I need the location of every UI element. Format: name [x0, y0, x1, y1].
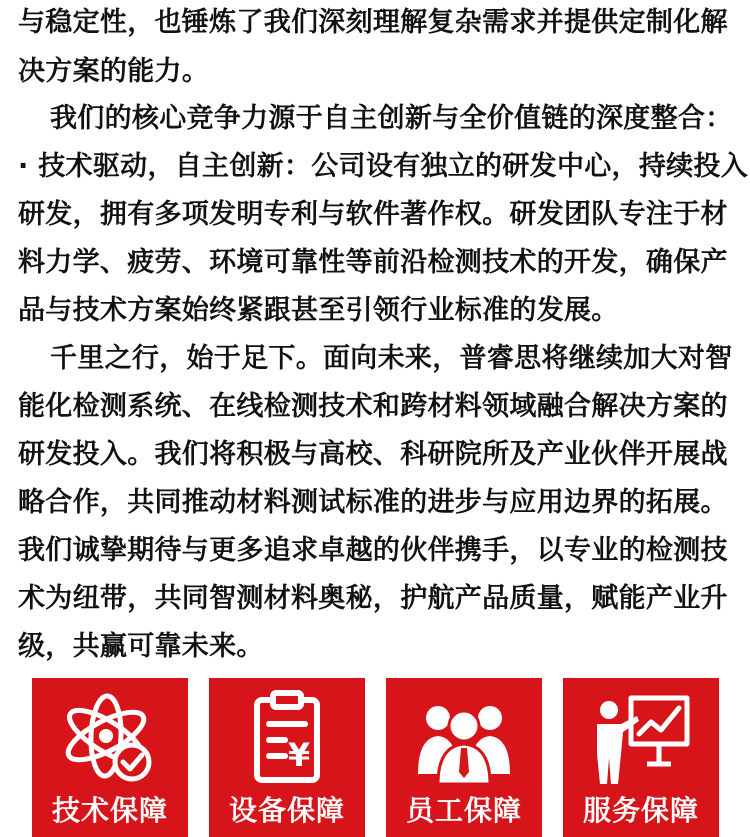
team-people-icon: [414, 688, 514, 788]
text-line: 术为纽带，共同智测材料奥秘，护航产品质量，赋能产业升: [18, 583, 728, 614]
guarantee-cards: [0, 678, 750, 837]
paragraph-line: 千里之行，始于足下。面向未来，普睿思将继续加大对智: [50, 343, 733, 374]
card-equipment-guarantee[interactable]: [209, 678, 365, 837]
svg-text:¥: ¥: [287, 736, 311, 774]
text-line: 料力学、疲劳、环境可靠性等前沿检测技术的开发，确保产: [18, 247, 728, 278]
text-line: 级，共赢可靠未来。: [18, 631, 264, 662]
atom-check-icon: [60, 688, 160, 788]
text-line: 研发投入。我们将积极与高校、科研院所及产业伙伴开展战: [18, 439, 728, 470]
document-yen-icon: [237, 688, 337, 788]
card-label: 设备保障: [228, 794, 345, 827]
card-label: 技术保障: [51, 794, 168, 827]
card-service-guarantee[interactable]: [563, 678, 719, 837]
text-line: 我们诚挚期待与更多追求卓越的伙伴携手，以专业的检测技: [18, 535, 728, 566]
text-line: 研发，拥有多项发明专利与软件著作权。研发团队专注于材: [18, 199, 728, 230]
text-line: 能化检测系统、在线检测技术和跨材料领域融合解决方案的: [18, 391, 728, 422]
card-label: 服务保障: [582, 794, 699, 827]
card-label: 员工保障: [405, 794, 522, 827]
card-tech-guarantee[interactable]: [32, 678, 188, 837]
bullet-line: · 技术驱动，自主创新：公司设有独立的研发中心，持续投入: [18, 151, 749, 182]
text-line: 品与技术方案始终紧跟甚至引领行业标准的发展。: [18, 295, 619, 326]
text-line: 决方案的能力。: [18, 56, 210, 87]
presenter-chart-icon: [591, 688, 691, 788]
card-staff-guarantee[interactable]: [386, 678, 542, 837]
text-line: 略合作，共同推动材料测试标准的进步与应用边界的拓展。: [18, 487, 728, 518]
paragraph-line: 我们的核心竞争力源于自主创新与全价值链的深度整合：: [50, 103, 733, 134]
text-line: 与稳定性，也锤炼了我们深刻理解复杂需求并提供定制化解: [18, 7, 728, 38]
